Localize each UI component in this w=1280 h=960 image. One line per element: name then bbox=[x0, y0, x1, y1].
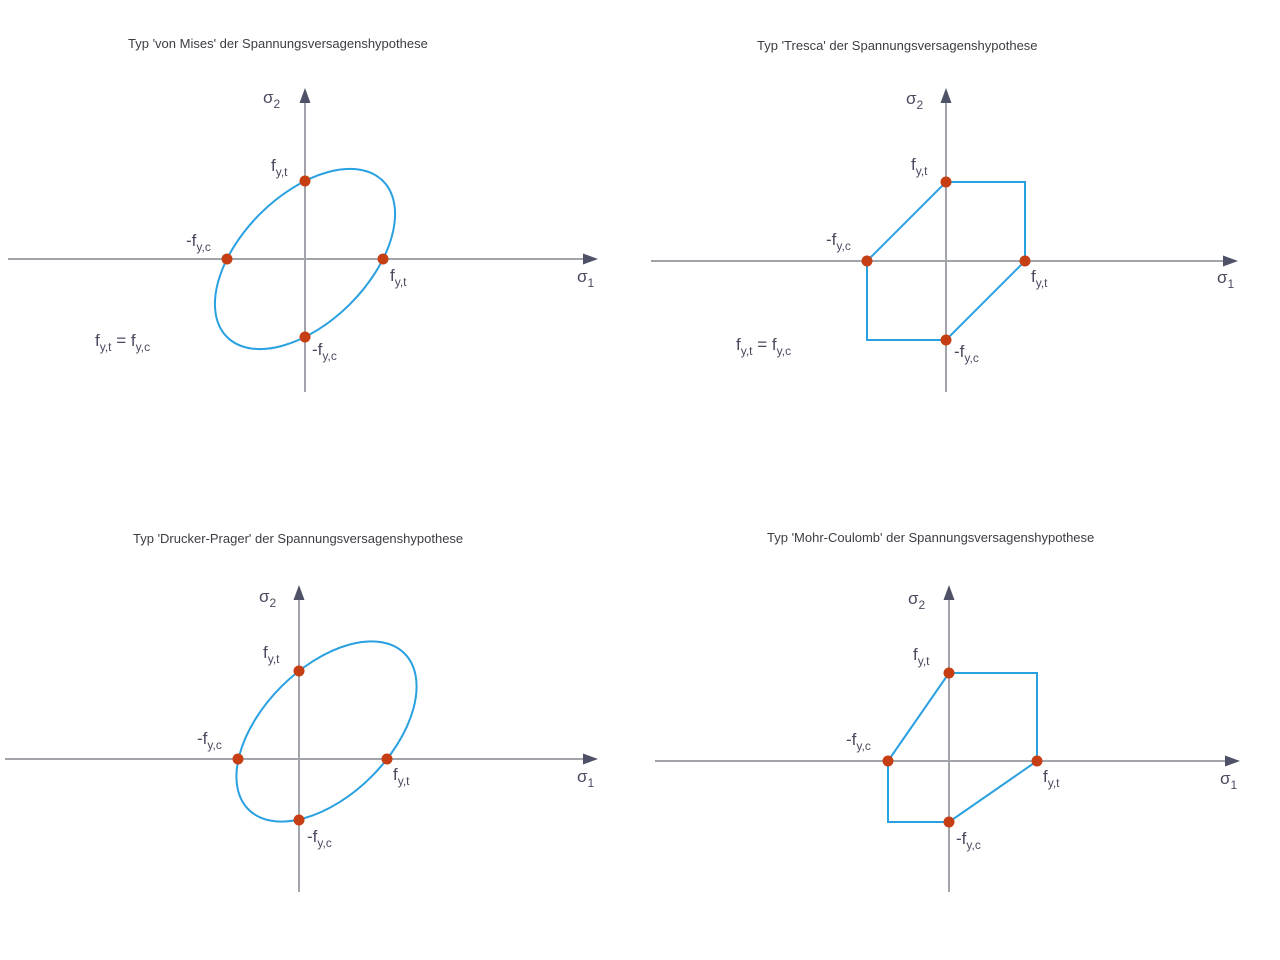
intercept-dot bbox=[382, 754, 393, 765]
intercept-dot bbox=[1032, 756, 1043, 767]
point-label-fyc-bottom: $-f_{y,c}$ bbox=[956, 829, 981, 852]
panel-title: Typ 'von Mises' der Spannungsversagenshypothese bbox=[128, 36, 428, 51]
intercept-dot bbox=[883, 756, 894, 767]
panel-tresca bbox=[640, 0, 1280, 480]
panel-title: Typ 'Tresca' der Spannungsversagenshypothese bbox=[757, 38, 1038, 53]
intercept-dot bbox=[294, 666, 305, 677]
point-label-fyt-top: $f_{y,t}$ bbox=[263, 643, 280, 666]
point-label-fyt-right: $f_{y,t}$ bbox=[393, 765, 410, 788]
sigma1-axis-label: $\sigma_1$ bbox=[1220, 769, 1238, 792]
intercept-dot bbox=[233, 754, 244, 765]
sigma2-axis-label: $\sigma_2$ bbox=[263, 88, 281, 111]
point-label-fyt-top: $f_{y,t}$ bbox=[911, 155, 928, 178]
equality-annotation: $f_{y,t} = f_{y,c}$ bbox=[736, 335, 792, 358]
intercept-dot bbox=[944, 817, 955, 828]
point-label-fyc-left: $-f_{y,c}$ bbox=[197, 729, 222, 752]
sigma1-axis-label: $\sigma_1$ bbox=[1217, 268, 1235, 291]
point-label-fyt-top: $f_{y,t}$ bbox=[913, 645, 930, 668]
yield-surface-plot bbox=[0, 480, 640, 960]
sigma2-axis-label: $\sigma_2$ bbox=[259, 587, 277, 610]
intercept-dot bbox=[378, 254, 389, 265]
point-label-fyt-right: $f_{y,t}$ bbox=[1031, 267, 1048, 290]
point-label-fyc-bottom: $-f_{y,c}$ bbox=[312, 340, 337, 363]
panel-title: Typ 'Mohr-Coulomb' der Spannungsversagenshypothese bbox=[767, 530, 1095, 545]
sigma2-arrowhead bbox=[941, 88, 952, 103]
yield-surface-plot bbox=[640, 480, 1280, 960]
yield-surface-plot bbox=[640, 0, 1280, 480]
yield-hexagon bbox=[888, 673, 1037, 822]
panel-von-mises bbox=[0, 0, 640, 480]
yield-surface-plot bbox=[0, 0, 640, 480]
sigma1-arrowhead bbox=[583, 754, 598, 765]
panel-drucker-prager bbox=[0, 480, 640, 960]
point-label-fyt-right: $f_{y,t}$ bbox=[390, 266, 407, 289]
point-label-fyc-left: $-f_{y,c}$ bbox=[846, 730, 871, 753]
point-label-fyc-bottom: $-f_{y,c}$ bbox=[954, 342, 979, 365]
intercept-dot bbox=[294, 815, 305, 826]
equality-annotation: $f_{y,t} = f_{y,c}$ bbox=[95, 331, 151, 354]
sigma1-axis-label: $\sigma_1$ bbox=[577, 267, 595, 290]
sigma1-arrowhead bbox=[1223, 256, 1238, 267]
intercept-dot bbox=[941, 177, 952, 188]
intercept-dot bbox=[300, 332, 311, 343]
sigma1-arrowhead bbox=[583, 254, 598, 265]
point-label-fyt-right: $f_{y,t}$ bbox=[1043, 767, 1060, 790]
sigma1-axis-label: $\sigma_1$ bbox=[577, 767, 595, 790]
sigma2-arrowhead bbox=[300, 88, 311, 103]
sigma1-arrowhead bbox=[1225, 756, 1240, 767]
point-label-fyt-top: $f_{y,t}$ bbox=[271, 156, 288, 179]
point-label-fyc-left: $-f_{y,c}$ bbox=[186, 231, 211, 254]
yield-ellipse bbox=[203, 608, 449, 854]
sigma2-arrowhead bbox=[294, 585, 305, 600]
sigma2-axis-label: $\sigma_2$ bbox=[906, 89, 924, 112]
panel-mohr-coulomb bbox=[640, 480, 1280, 960]
intercept-dot bbox=[941, 335, 952, 346]
intercept-dot bbox=[862, 256, 873, 267]
point-label-fyc-bottom: $-f_{y,c}$ bbox=[307, 827, 332, 850]
intercept-dot bbox=[944, 668, 955, 679]
intercept-dot bbox=[222, 254, 233, 265]
intercept-dot bbox=[300, 176, 311, 187]
point-label-fyc-left: $-f_{y,c}$ bbox=[826, 230, 851, 253]
sigma2-axis-label: $\sigma_2$ bbox=[908, 589, 926, 612]
intercept-dot bbox=[1020, 256, 1031, 267]
sigma2-arrowhead bbox=[944, 585, 955, 600]
panel-title: Typ 'Drucker-Prager' der Spannungsversagenshypothese bbox=[133, 531, 464, 546]
